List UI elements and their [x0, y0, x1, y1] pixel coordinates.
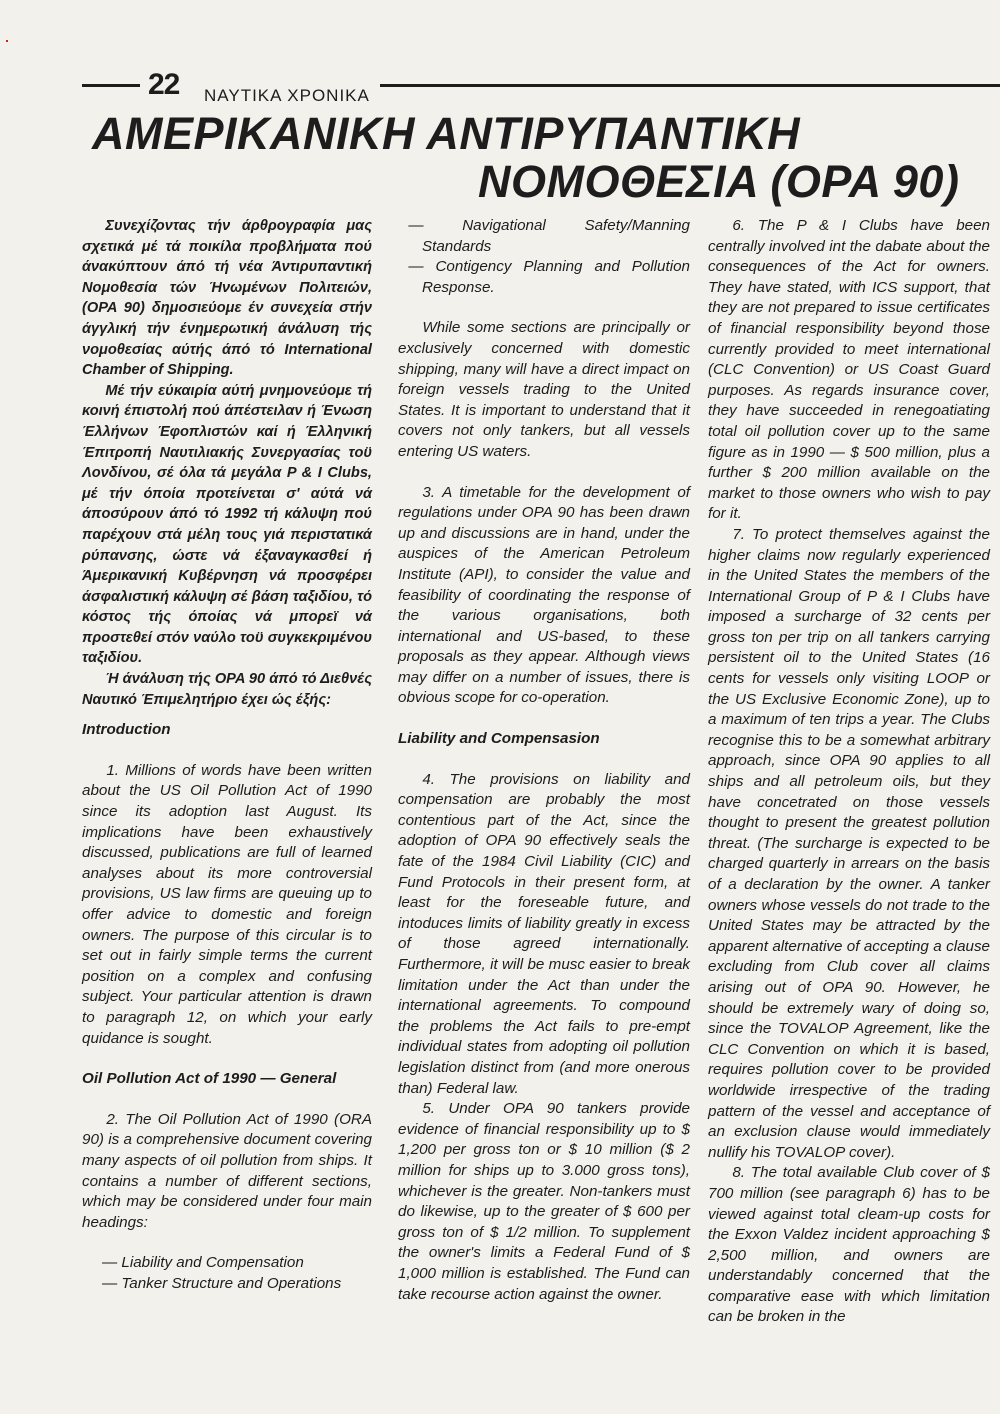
paragraph-8: 8. The total available Club cover of $ 700 million (see paragraph 6) has to be viewed against total cleam-up costs for the Exxon Valdez incident approaching $ 2,500 million, and owners are understandably concerned that the comparative ease with which limitation can be broken in the [708, 1164, 990, 1326]
paragraph-4: 4. The provisions on liability and compensation are probably the most contentious part of the Act, since the adoption of OPA 90 effectively seals the fate of the 1984 Civil Liability (CIC) and Fund Protocols in their present form, at least for the foreseable future, and intoduces limits of liability greatly in excess of those agreed internationally. Furthermore, it will be musc easier to break limitation under the Act than under the international agreements. To compound the problems the Act fails to pre-empt individual states from adopting oil pollution legislation distinct from (and more onerous than) Federal law. [398, 770, 690, 1097]
paragraph-3: 3. A timetable for the development of regulations under OPA 90 has been drawn up and discussions are in hand, under the auspices of the American Petroleum Institute (API), to consider the value and feasibility of coordinating the response of the various organisations, both international and US-based, to these proposals as they appear. Although views may differ on a number of issues, there is obvious scope for co-operation. [398, 483, 690, 707]
paragraph-2: 2. The Oil Pollution Act of 1990 (ORA 90) is a comprehensive document covering many aspects of oil pollution from ships. It contains a number of different sections, which may be considered under four main headings: [82, 1110, 372, 1231]
article-title-line2: ΝΟΜΟΘΕΣΙΑ (OPA 90) [478, 156, 960, 207]
list-item: — Liability and Compensation [102, 1254, 304, 1272]
article-title-line1: ΑΜΕΡΙΚΑΝΙΚΗ ΑΝΤΙΡΥΠΑΝΤΙΚΗ [92, 108, 801, 159]
greek-intro [82, 216, 372, 710]
section-heading-introduction: Introduction [82, 721, 171, 739]
header-rule-right [380, 84, 1000, 87]
greek-intro-paragraph: Μέ τήν εύκαιρία αύτή μνημονεύομε τή κοινή έπιστολή πού άπέστειλαν ή Ένωση Έλλήνων Έφοπλιστών καί ή Έλληνική Έπιτροπή Ναυτιλιακής Συνεργασίας τοϋ Λονδίνου, σέ όλα τά μεγάλα P & I Clubs, μέ τήν όποία προτείνεται σ' αύτά νά άποσύρουν άπό τό 1992 τή κάλυψη πού παρέχουν στά μέλη τους γιά περιστατικά ρύπανσης, ώστε νά έξαναγκασθεί ή Άμερικανική Κυβέρνηση νά προσφέρει άσφαλιστική κάλυψη σέ βάση ταξιδίου, τό κόστος τής όποίας νά μπορεϊ νά προστεθεί στόν ναύλο τοϋ συγκεκριμένου ταξιδίου. [82, 382, 372, 667]
section-heading-liability: Liability and Compensasion [398, 730, 600, 748]
column-2 [398, 216, 690, 1305]
section-heading-general: Oil Pollution Act of 1990 — General [82, 1070, 337, 1088]
header-rule-left [82, 84, 140, 87]
column-1 [82, 216, 372, 1295]
margin-mark [6, 40, 8, 42]
column-3 [708, 216, 990, 1328]
greek-intro-paragraph: Ή άνάλυση τής OPA 90 άπό τό Διεθνές Ναυτικό Έπιμελητήριο έχει ώς έξής: [82, 671, 372, 708]
page-number: 22 [148, 68, 180, 101]
paragraph-1: 1. Millions of words have been written about the US Oil Pollution Act of 1990 since its adoption last August. Its implications have been exhaustively discussed, publications are full of learned analyses about its more controversial provisions, US law firms are queuing up to offer advice to domestic and foreign owners. The purpose of this circular is to set out in fairly simple terms the current position on a complex and confusing subject. Your particular attention is drawn to paragraph 12, on which your early quidance is sought. [82, 761, 372, 1047]
headings-list [82, 1253, 372, 1294]
paragraph-6: 6. The P & I Clubs have been centrally involved int the dabate about the consequences of the Act for owners. They have stated, with ICS support, that they are not prepared to issue certificates of financial responsibility beyond those currently provided to meet international (CLC Convention) or US Coast Guard purposes. As regards insurance cover, they have succeeded in renegoatiating total oil pollution cover up to the same figure as in 1990 — $ 500 million, plus a further $ 200 million available on the market to those owners who wish to pay for it. [708, 217, 990, 523]
publication-name: ΝΑΥΤΙΚΑ ΧΡΟΝΙΚΑ [204, 86, 370, 105]
paragraph-5: 5. Under OPA 90 tankers provide evidence of financial responsibility up to $ 1,200 per gross ton or $ 10 million ($ 2 million for ships up to 3.000 gross tons), whichever is the greater. Non-tankers must do likewise, up to the greater of $ 600 per gross ton of $ 1/2 million. To supplement the owner's limits a Federal Fund of $ 1,000 million is established. The Fund can take recourse action against the owner. [398, 1100, 690, 1303]
paragraph-2-continued: While some sections are principally or exclusively concerned with domestic shipping, many will have a direct impact on foreign vessels trading to the United States. It is important to understand that it covers not only tankers, but all vessels entering US waters. [398, 319, 690, 460]
list-item: — Tanker Structure and Operations [102, 1274, 342, 1292]
paragraph-7: 7. To protect themselves against the higher claims now regularly experienced in the United States the members of the International Group of P & I Clubs have imposed a surcharge of 32 cents per gross ton per trip on all tankers carrying persistent oil to the United States (16 cents for vessels only visiting LOOP or the US Exclusive Economic Zone), up to a maximum of ten trips a year. The Clubs recognise this to be a somewhat arbitrary approach, since OPA 90 applies to all ships and all petroleum oils, but they have concetrated on those vessels thought to present the greatest pollution threat. (The surcharge is expected to be charged quarterly in arrears on the basis of a declaration by the owner. A tanker owners whose vessels do not trade to the United States may be attracted by the apparent alternative of accepting a clause excluding from Club cover all claims arising out of OPA 90. However, he should be extremely wary of doing so, since the TOVALOP Agreement, like the CLC Convention on which it is based, requires pollution cover to be provided worldwide irrespective of the trading pattern of the vessel and acceptance of an exclusion clause would immediately nullify his TOVALOP cover). [708, 525, 990, 1161]
greek-intro-paragraph: Συνεχίζοντας τήν άρθρογραφία μας σχετικά μέ τά ποικίλα προβλήματα πού άνακύπτουν άπό τή νέα Άντιρυπαντική Νομοθεσία τών Ήνωμένων Πολιτειών, (OPA 90) δημοσιεύομε έν συνεχεία στήν άγγλική τήν ένημερωτική άνάλυση τής νομοθεσίας αύτής άπό τό International Chamber of Shipping. [82, 218, 372, 379]
list-item: — Contigency Planning and Pollution Response. [408, 258, 690, 296]
list-item: — Navigational Safety/Manning Standards [408, 217, 690, 255]
